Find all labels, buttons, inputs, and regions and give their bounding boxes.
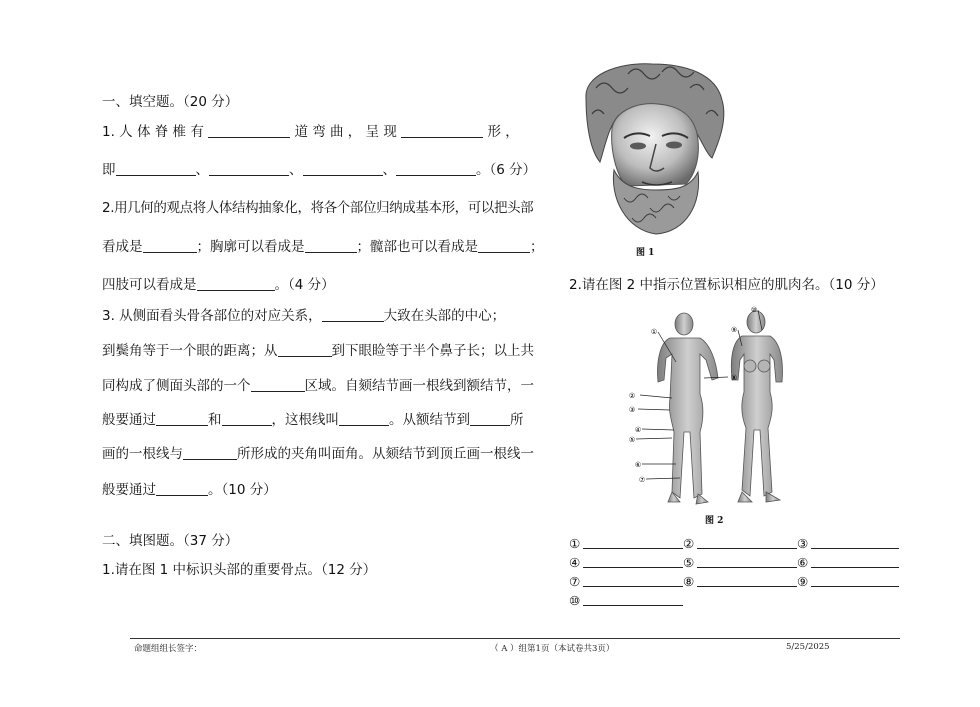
answer-blank-7[interactable] <box>583 574 683 587</box>
answer-marker-1: ① <box>569 536 581 551</box>
q3-l3b: 区域。自颏结节画一根线到额结节，一 <box>304 378 534 394</box>
front-figure <box>731 311 782 502</box>
answer-blank-9[interactable] <box>811 574 899 587</box>
answer-row-3 <box>569 574 899 593</box>
answer-marker-5: ⑤ <box>683 555 695 570</box>
figure1-head-sculpture <box>566 58 738 240</box>
q3-blank-6[interactable] <box>339 411 389 426</box>
q3-blank-7[interactable] <box>470 411 510 426</box>
q2-blank-4[interactable] <box>197 276 275 291</box>
q1-prefix: 1. 人 体 脊 椎 有 <box>102 124 204 140</box>
section1-title: 一、填空题。（20 分） <box>102 94 239 110</box>
q2-line1: 2.用几何的观点将人体结构抽象化，将各个部位归纳成基本形，可以把头部 <box>102 200 534 216</box>
q3-line1 <box>102 306 505 326</box>
q3-line3 <box>102 376 534 396</box>
q3-line4 <box>102 410 524 430</box>
q3-line2 <box>102 341 534 361</box>
q3-blank-3[interactable] <box>251 377 305 392</box>
q1-blank-2[interactable] <box>401 123 483 138</box>
q2-blank-1[interactable] <box>143 238 197 253</box>
q1-line2 <box>102 160 536 180</box>
answer-blank-4[interactable] <box>583 555 683 568</box>
q3-blank-8[interactable] <box>183 445 237 460</box>
q3-l4c: ，这根线叫 <box>271 412 339 428</box>
q3-blank-4[interactable] <box>156 411 208 426</box>
answer-blank-10[interactable] <box>583 593 683 606</box>
footer-rule <box>130 638 900 639</box>
answer-blank-5[interactable] <box>697 555 797 568</box>
q3-blank-5[interactable] <box>222 411 272 426</box>
marker-1: ① <box>650 328 658 336</box>
q2-line3 <box>102 275 335 295</box>
answer-blank-3[interactable] <box>811 536 899 549</box>
q1-line2-start: 即 <box>102 162 116 178</box>
q3-l4e: 所 <box>510 412 524 428</box>
answer-marker-9: ⑨ <box>797 574 809 589</box>
q3-blank-9[interactable] <box>156 481 208 496</box>
answer-marker-3: ③ <box>797 536 809 551</box>
marker-4: ④ <box>634 426 642 434</box>
q1-blank-1[interactable] <box>208 123 290 138</box>
q3-l4a: 般要通过 <box>102 412 156 428</box>
answer-row-4 <box>569 593 899 612</box>
answer-blank-6[interactable] <box>811 555 899 568</box>
answer-marker-2: ② <box>683 536 695 551</box>
answer-blank-2[interactable] <box>697 536 797 549</box>
q1-sep3: 、 <box>382 162 396 178</box>
q3-l6a: 般要通过 <box>102 482 156 498</box>
q3-l2b: 到下眼睑等于半个鼻子长；以上共 <box>331 343 534 359</box>
answer-row-1 <box>569 536 899 555</box>
q1-blank-6[interactable] <box>396 161 476 176</box>
marker-7: ⑦ <box>638 476 646 484</box>
q1-suffix: 形 ， <box>487 124 519 140</box>
footer-date: 5/25/2025 <box>786 642 830 652</box>
q3-l2a: 到鬓角等于一个眼的距离；从 <box>102 343 278 359</box>
footer-signature-label: 命题组组长签字： <box>134 644 203 654</box>
marker-10: ⑩ <box>750 306 758 314</box>
q3-l5a: 画的一根线与 <box>102 446 183 462</box>
marker-3: ③ <box>628 406 636 414</box>
q2-line2 <box>102 237 544 257</box>
q2-b: ；胸廓可以看成是 <box>196 239 305 255</box>
answer-marker-8: ⑧ <box>683 574 695 589</box>
q3-l4b: 和 <box>208 412 222 428</box>
q3-line6 <box>102 480 277 500</box>
q3-line5 <box>102 444 534 464</box>
q3-l6b: 。（10 分） <box>208 482 277 498</box>
marker-5: ⑤ <box>628 436 636 444</box>
q3-l3a: 同构成了侧面头部的一个 <box>102 378 251 394</box>
q1-blank-5[interactable] <box>303 161 383 176</box>
figure2-caption: 图 2 <box>705 516 724 526</box>
section2-q1: 1.请在图 1 中标识头部的重要骨点。（12 分） <box>102 562 377 578</box>
q3-l4d: 。从额结节到 <box>389 412 470 428</box>
answer-blank-1[interactable] <box>583 536 683 549</box>
answer-grid <box>569 536 899 612</box>
marker-6: ⑥ <box>634 461 642 469</box>
q2-d: ； <box>530 239 544 255</box>
answer-blank-8[interactable] <box>697 574 797 587</box>
q1-sep1: 、 <box>195 162 209 178</box>
figure1-caption: 图 1 <box>636 248 655 258</box>
marker-2: ② <box>628 392 636 400</box>
q1-blank-3[interactable] <box>116 161 196 176</box>
answer-row-2 <box>569 555 899 574</box>
marker-8: ⑧ <box>730 374 738 382</box>
q1-end: 。（6 分） <box>476 162 537 178</box>
q2-a: 看成是 <box>102 239 143 255</box>
q1-sep2: 、 <box>289 162 303 178</box>
answer-marker-6: ⑥ <box>797 555 809 570</box>
q2-f: 。（4 分） <box>274 277 335 293</box>
footer-page-info: （ A ）组第1页（本试卷共3页） <box>490 644 615 654</box>
q3-l1a: 3. 从侧面看头骨各部位的对应关系， <box>102 308 322 324</box>
q2-e: 四肢可以看成是 <box>102 277 197 293</box>
q3-l5b: 所形成的夹角叫面角。从颏结节到顶丘画一根线一 <box>237 446 534 462</box>
answer-marker-10: ⑩ <box>569 593 581 608</box>
q1-mid1: 道 弯 曲 ， 呈 现 <box>294 124 397 140</box>
q3-blank-2[interactable] <box>278 342 332 357</box>
answer-marker-4: ④ <box>569 555 581 570</box>
q1-line1 <box>102 122 519 142</box>
q2-blank-2[interactable] <box>305 238 357 253</box>
q3-l1b: 大致在头部的中心； <box>383 308 506 324</box>
section2-title: 二、填图题。（37 分） <box>102 533 239 549</box>
marker-9: ⑨ <box>730 326 738 334</box>
q3-blank-1[interactable] <box>322 307 384 322</box>
q2-c: ；髋部也可以看成是 <box>356 239 478 255</box>
q2-blank-3[interactable] <box>478 238 530 253</box>
back-figure <box>658 313 719 504</box>
figure2-muscle-figures <box>620 302 800 508</box>
section2-q2: 2.请在图 2 中指示位置标识相应的肌肉名。（10 分） <box>569 277 884 293</box>
answer-marker-7: ⑦ <box>569 574 581 589</box>
q1-blank-4[interactable] <box>209 161 289 176</box>
